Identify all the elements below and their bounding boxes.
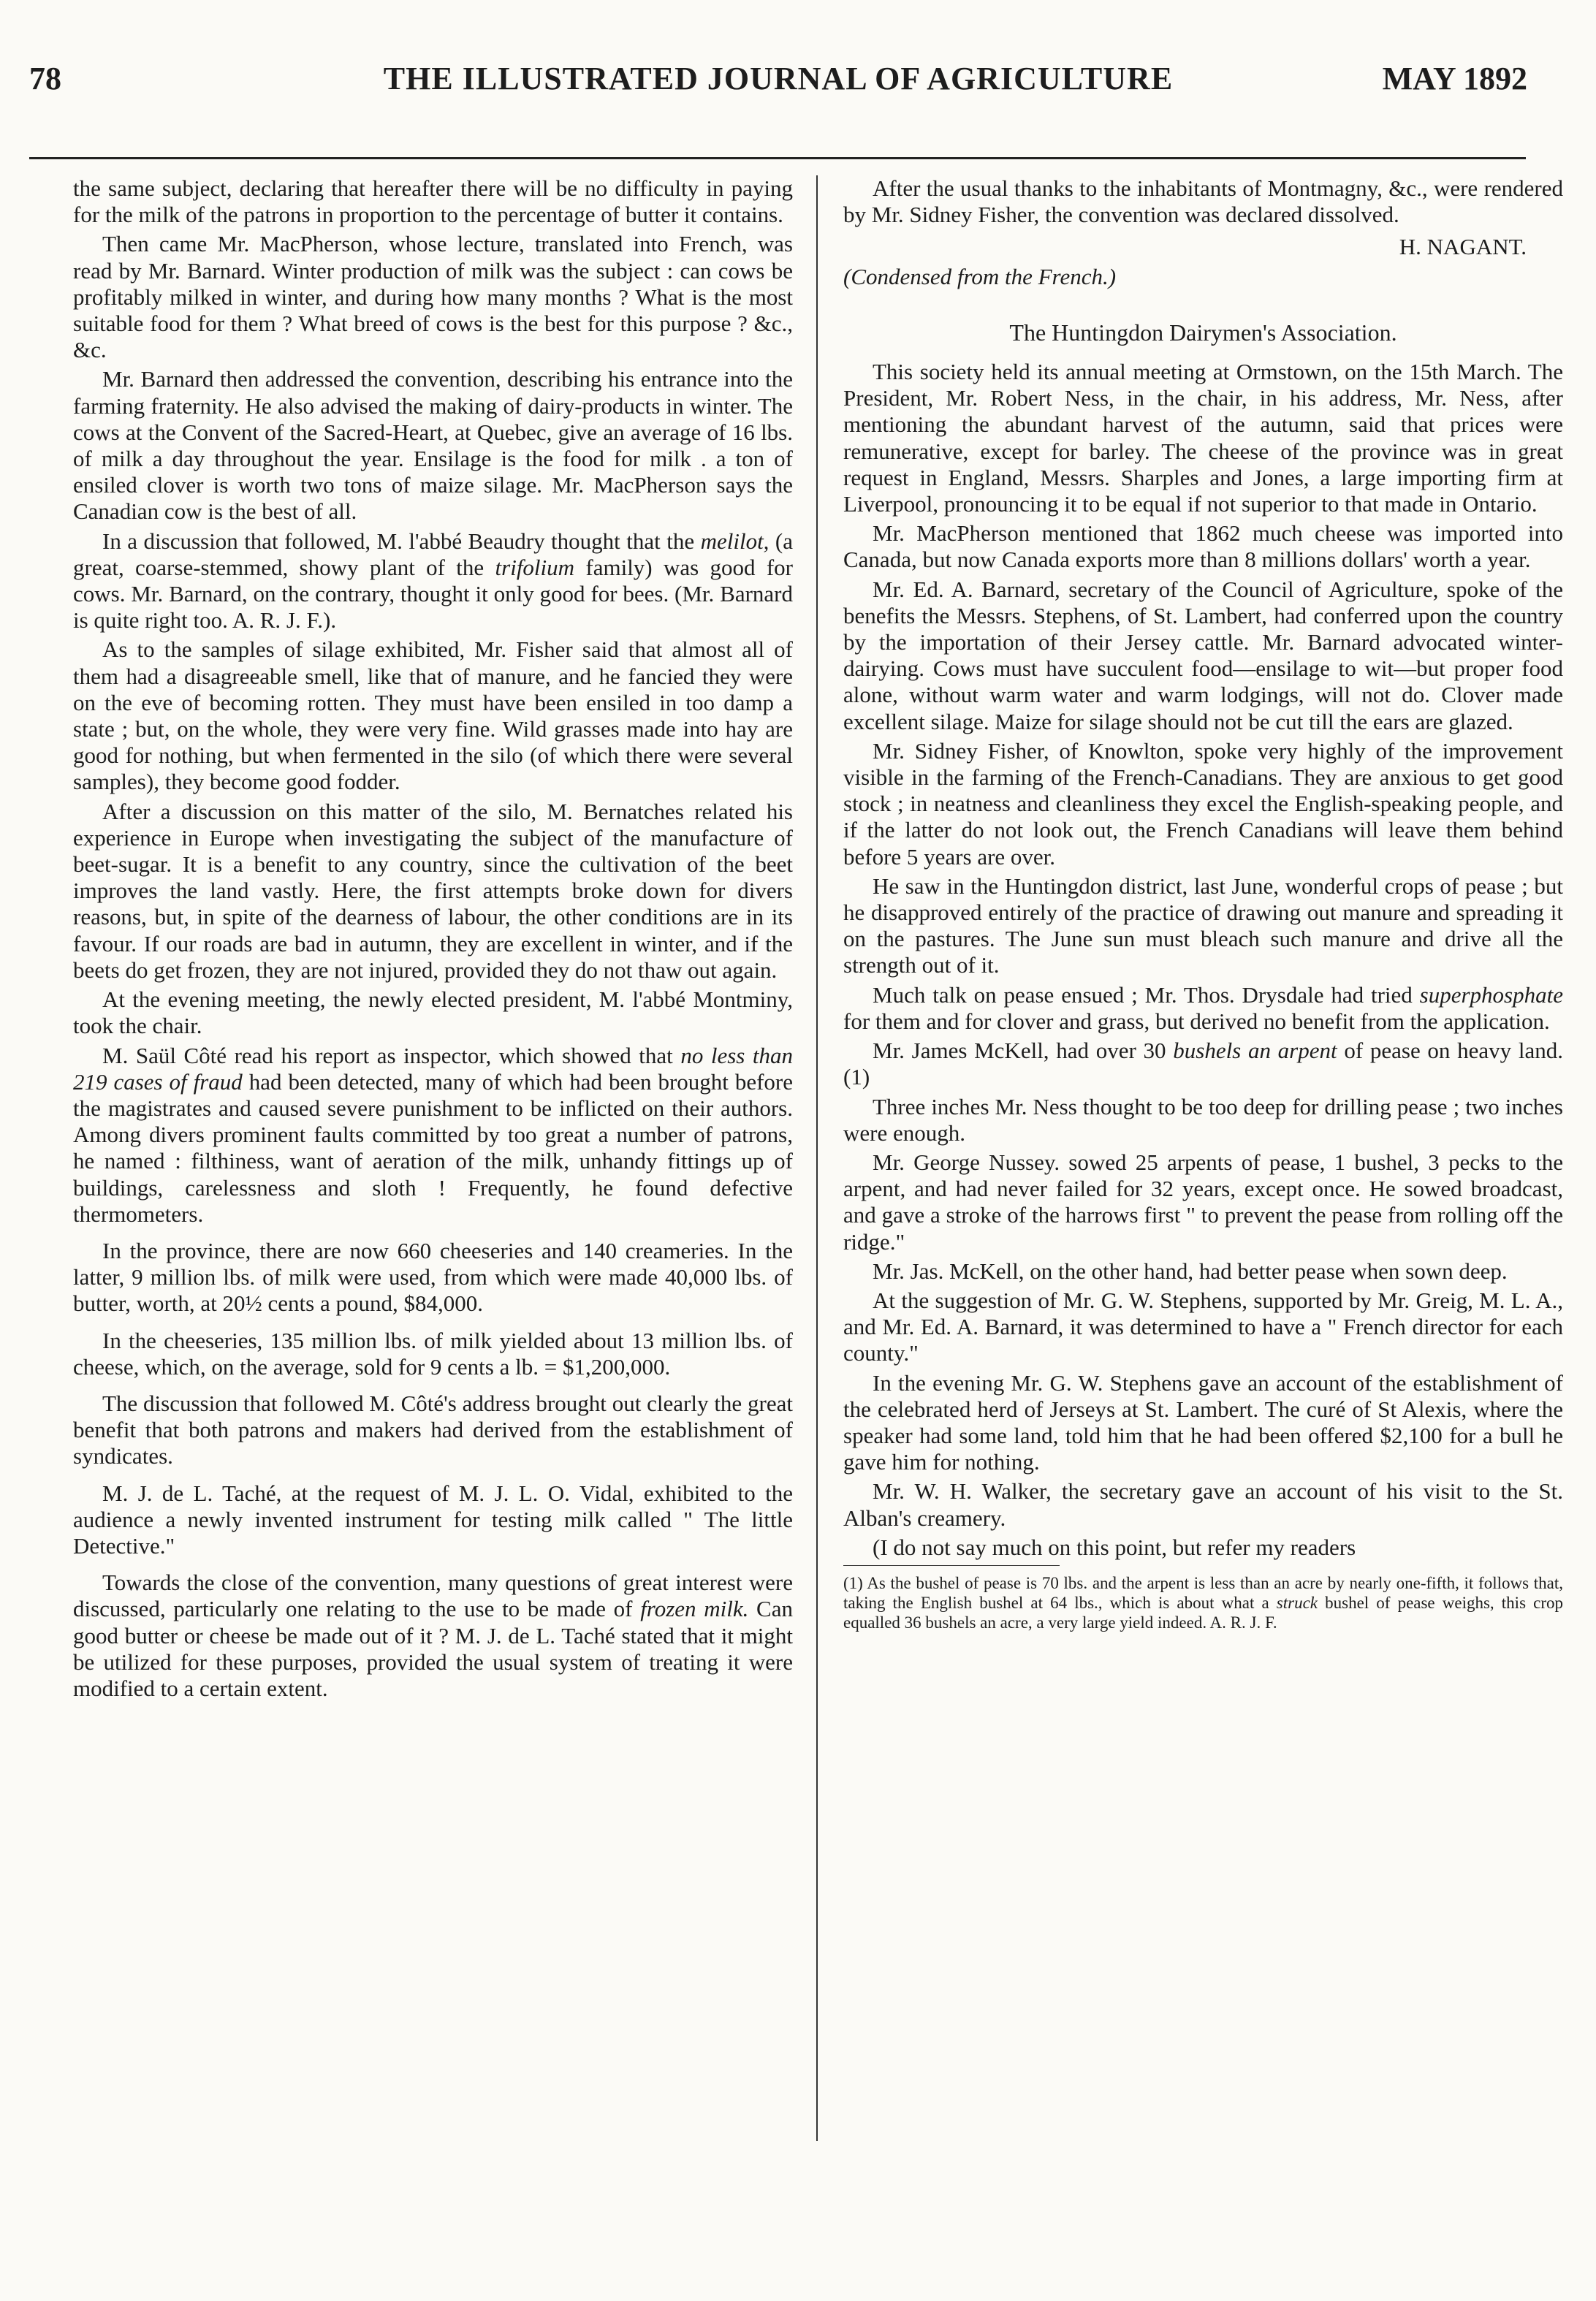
- header-rule: [29, 157, 1526, 159]
- paragraph: Mr. Barnard then addressed the convention, describing his entrance into the farming fraternity. He also advised the making of dairy-products in winter. The cows at the Convent of the Sacred-Heart, at Quebec, give an average of 16 lbs. of milk a day throughout the year. Ensilage is the food for milk . a ton of ensiled clover is worth two tons of maize silage. Mr. MacPherson says the Canadian cow is the best of all.: [73, 366, 793, 525]
- paragraph: Three inches Mr. Ness thought to be too deep for drilling pease ; two inches were enough.: [843, 1093, 1563, 1146]
- condensed-note: (Condensed from the French.): [843, 263, 1117, 289]
- paragraph: After a discussion on this matter of the silo, M. Bernatches related his experience in Europe when investigating the subject of the manufacture of beet-sugar. It is a benefit to any country, since the cultivation of the beet improves the land vastly. Here, the first attempts broke down for divers reasons, but, in spite of the dearness of labour, the other conditions are in its favour. If our roads are bad in autumn, they are excellent in winter, and if the beets do get frozen, they are not injured, provided they do not thaw out again.: [73, 798, 793, 983]
- paragraph: M. Saül Côté read his report as inspector, which showed that no less than 219 cases of fraud had been detected, many of which had been brought before the magistrates and caused severe punishment to be inflicted on their authors. Among divers prominent faults committed by too great a number of patrons, he named : filthiness, want of aeration of the milk, unhandy fittings up of buildings, carelessness and sloth ! Frequently, he found defective thermometers.: [73, 1042, 794, 1227]
- paragraph: Mr. Ed. A. Barnard, secretary of the Council of Agriculture, spoke of the benefits the Messrs. Stephens, of St. Lambert, had conferred upon the country by the importation of their Jersey cattle. Mr. Barnard advocated winter-dairying. Cows must have succulent food—ensilage to wit—but proper food alone, without warm water and warm lodgings, will not do. Clover made excellent silage. Maize for silage should not be cut till the ears are glazed.: [843, 576, 1563, 734]
- page-number: 78: [29, 61, 61, 96]
- paragraph: In the province, there are now 660 cheeseries and 140 creameries. In the latter, 9 million lbs. of milk were used, from which were made 40,000 lbs. of butter, worth, at 20½ cents a pound, $84,000.: [73, 1237, 793, 1317]
- paragraph: In a discussion that followed, M. l'abbé Beaudry thought that the melilot, (a great, coarse-stemmed, showy plant of the trifolium family) was good for cows. Mr. Barnard, on the contrary, thought it only good for bees. (Mr. Barnard is quite right too. A. R. J. F.).: [73, 528, 793, 634]
- paragraph: Mr. W. H. Walker, the secretary gave an account of his visit to the St. Alban's creamery.: [843, 1478, 1563, 1531]
- author-signature: H. NAGANT.: [1399, 234, 1527, 260]
- paragraph: Towards the close of the convention, many questions of great interest were discussed, particularly one relating to the use to be made of frozen milk. Can good butter or cheese be made out of it ? M. J. de L. Taché stated that it might be utilized for these purposes, provided the usual system of treating it were modified to a certain extent.: [73, 1570, 793, 1701]
- page-header: [29, 53, 1527, 104]
- paragraph: He saw in the Huntingdon district, last June, wonderful crops of pease ; but he disapproved entirely of the practice of drawing out manure and spreading it on the pastures. The June sun must bleach such manure and drive all the strength out of it.: [843, 872, 1563, 978]
- paragraph: the same subject, declaring that hereafter there will be no difficulty in paying for the milk of the patrons in proportion to the percentage of butter it contains.: [73, 175, 793, 228]
- footnote: (1) As the bushel of pease is 70 lbs. and the arpent is less than an acre by nearly one-fifth, it follows that, taking the English bushel at 64 lbs., which is about what a struck bushel of pease weighs, this crop equalled 36 bushels an acre, a very large yield indeed. A. R. J. F.: [843, 1573, 1563, 1632]
- paragraph: This society held its annual meeting at Ormstown, on the 15th March. The President, Mr. Robert Ness, in the chair, in his address, Mr. Ness, after mentioning the abundant harvest of the autumn, said that prices were remunerative, except for barley. The cheese of the province was in great request in England, Messrs. Sharples and Jones, a large importing firm at Liverpool, pronouncing it to be equal if not superior to that made in Ontario.: [843, 359, 1563, 517]
- paragraph: At the suggestion of Mr. G. W. Stephens, supported by Mr. Greig, M. L. A., and Mr. Ed. A. Barnard, it was determined to have a " French director for each county.": [843, 1287, 1563, 1366]
- paragraph: (I do not say much on this point, but refer my readers: [873, 1534, 1356, 1560]
- paragraph: Mr. MacPherson mentioned that 1862 much cheese was imported into Canada, but now Canada exports more than 8 millions dollars' worth a year.: [843, 520, 1563, 573]
- footnote-rule: [843, 1565, 1060, 1566]
- issue-date: MAY 1892: [1382, 61, 1527, 96]
- paragraph: M. J. de L. Taché, at the request of M. J. L. O. Vidal, exhibited to the audience a newly invented instrument for testing milk called " The little Detective.": [73, 1480, 793, 1559]
- journal-title: THE ILLUSTRATED JOURNAL OF AGRICULTURE: [383, 61, 1174, 96]
- paragraph: Mr. Sidney Fisher, of Knowlton, spoke very highly of the improvement visible in the farming of the French-Canadians. They are anxious to get good stock ; in neatness and cleanliness they excel the English-speaking people, and if the latter do not look out, the French Canadians will leave them behind before 5 years are over.: [843, 737, 1563, 870]
- right-column: [843, 175, 1563, 1632]
- paragraph: At the evening meeting, the newly elected president, M. l'abbé Montminy, took the chair.: [73, 986, 793, 1039]
- paragraph: Then came Mr. MacPherson, whose lecture, translated into French, was read by Mr. Barnard. Winter production of milk was the subject : can cows be profitably milked in winter, and during how many months ? What is the most suitable food for them ? What breed of cows is the best for this purpose ? &c., &c.: [73, 231, 793, 363]
- paragraph: The discussion that followed M. Côté's address brought out clearly the great benefit that both patrons and makers had derived from the establishment of syndicates.: [73, 1390, 793, 1469]
- column-divider: [816, 175, 818, 2141]
- left-column: [73, 175, 793, 1705]
- paragraph: After the usual thanks to the inhabitants of Montmagny, &c., were rendered by Mr. Sidney Fisher, the convention was declared dissolved.: [843, 175, 1563, 228]
- paragraph: Mr. James McKell, had over 30 bushels an arpent of pease on heavy land. (1): [843, 1038, 1563, 1090]
- paragraph: Much talk on pease ensued ; Mr. Thos. Drysdale had tried superphosphate for them and for clover and grass, but derived no benefit from the application.: [843, 981, 1563, 1034]
- paragraph: Mr. Jas. McKell, on the other hand, had better pease when sown deep.: [873, 1258, 1508, 1284]
- paragraph: In the evening Mr. G. W. Stephens gave an account of the establishment of the celebrated herd of Jerseys at St. Lambert. The curé of St Alexis, where the speaker had some land, told him that he had been offered $2,100 for a bull he gave him for nothing.: [843, 1369, 1563, 1475]
- paragraph: In the cheeseries, 135 million lbs. of milk yielded about 13 million lbs. of cheese, which, on the average, sold for 9 cents a lb. = $1,200,000.: [73, 1327, 793, 1380]
- paragraph: As to the samples of silage exhibited, Mr. Fisher said that almost all of them had a disagreeable smell, like that of manure, and he fancied they were on the eve of becoming rotten. They must have been ensiled in too damp a state ; but, on the whole, they were very fine. Wild grasses made into hay are good for nothing, but when fermented in the silo (of which there were several samples), they become good fodder.: [73, 636, 793, 795]
- section-title: The Huntingdon Dairymen's Association.: [1009, 319, 1397, 346]
- paragraph: Mr. George Nussey. sowed 25 arpents of pease, 1 bushel, 3 pecks to the arpent, and had never failed for 32 years, except once. He sowed broadcast, and gave a stroke of the harrows first " to prevent the pease from rolling off the ridge.": [843, 1149, 1563, 1255]
